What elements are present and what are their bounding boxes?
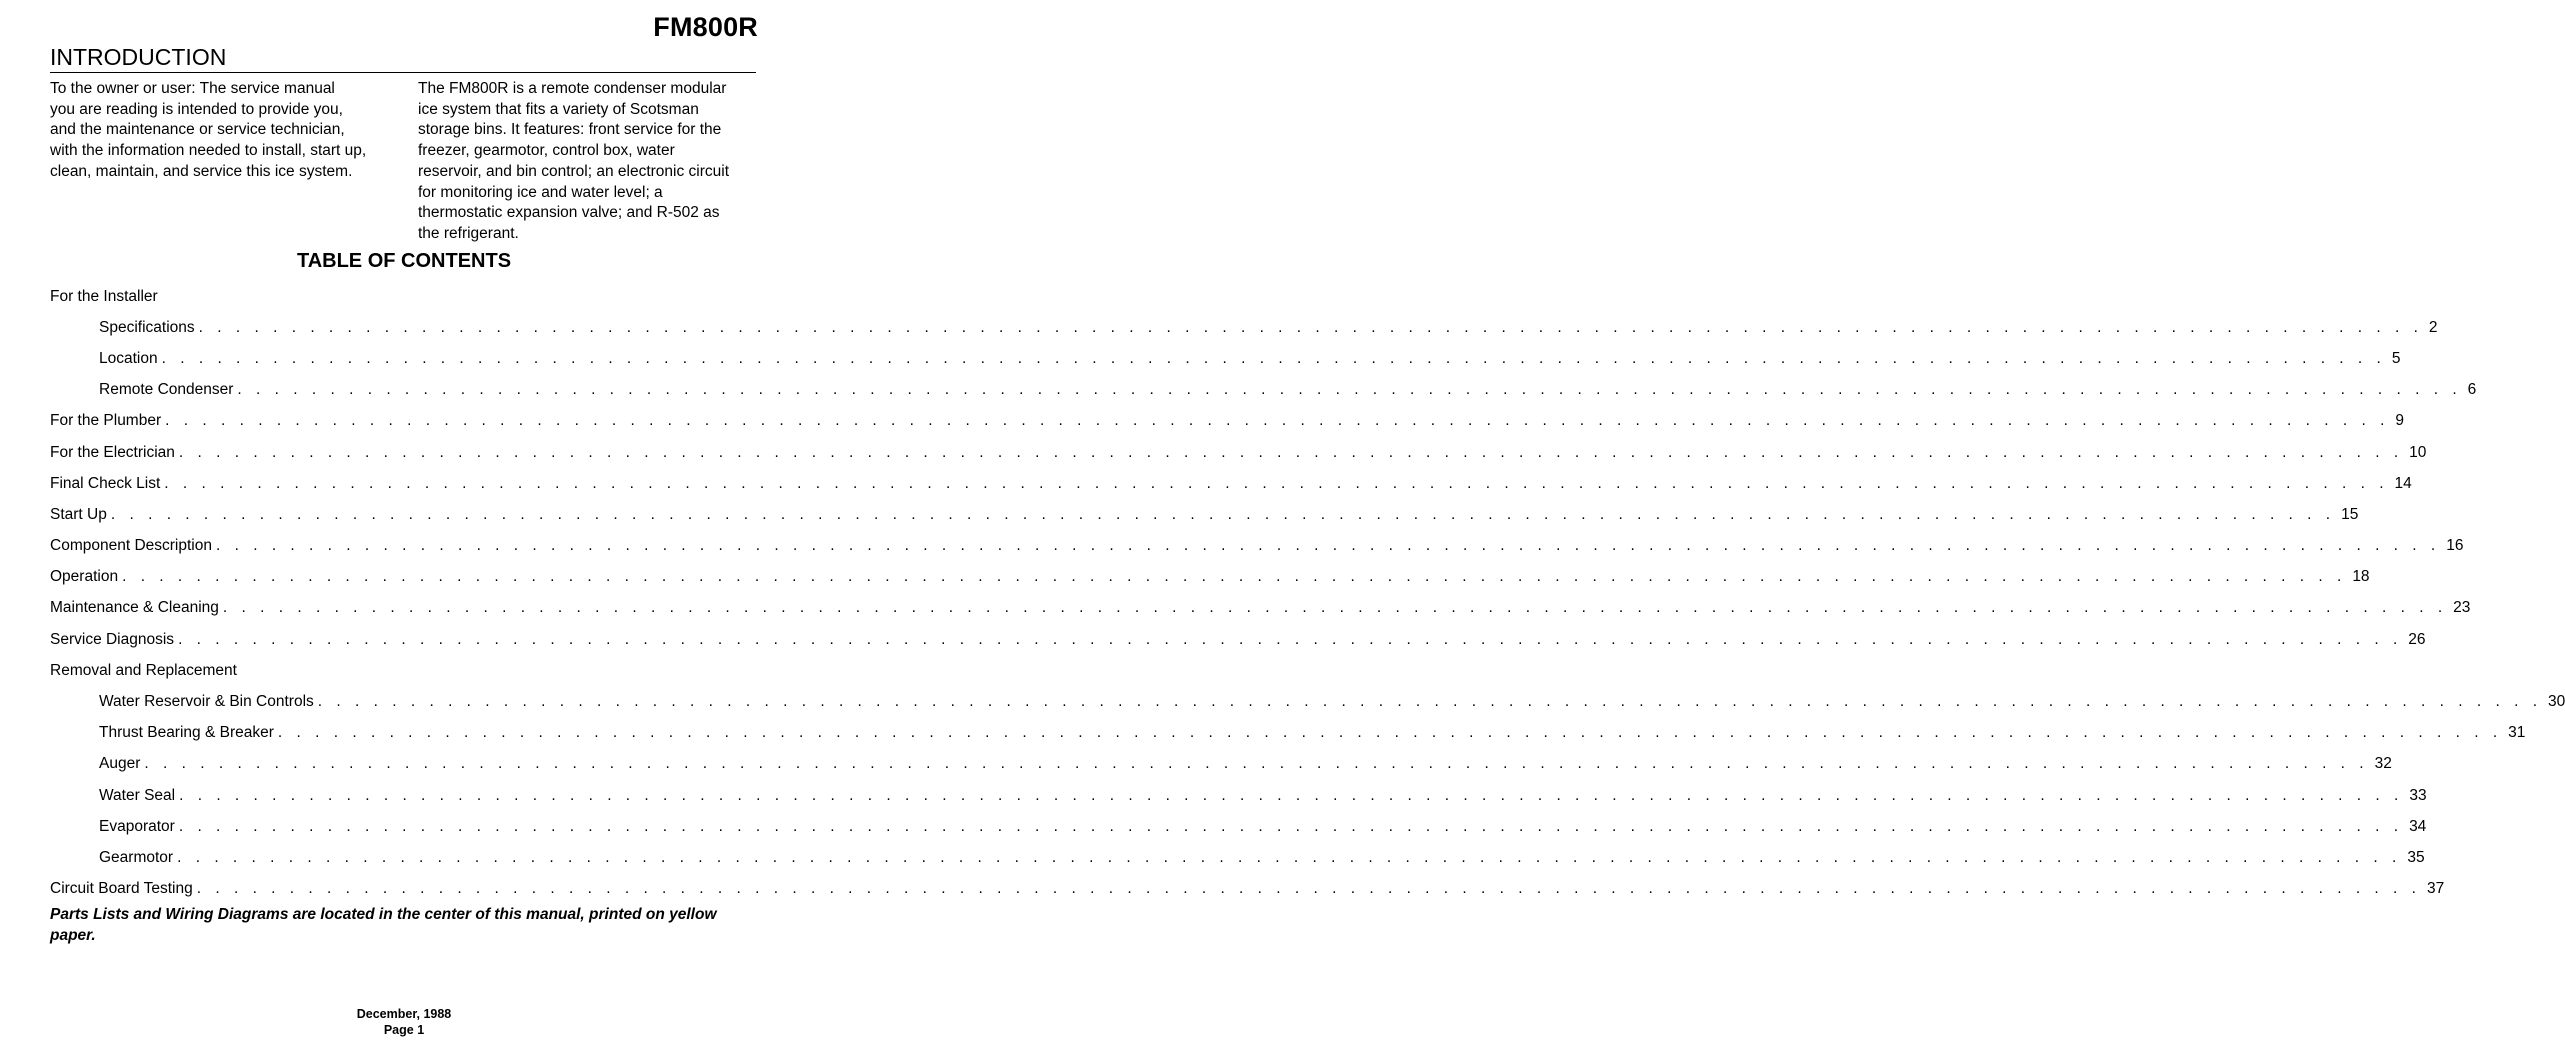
toc-entry-page: 32: [2374, 755, 2392, 773]
toc-entry-label: Maintenance & Cleaning: [50, 599, 219, 617]
intro-left-line: To the owner or user: The service manual: [50, 80, 335, 97]
toc-entry-page: 33: [2409, 786, 2427, 804]
toc-entry-page: 34: [2409, 817, 2427, 835]
intro-right-line: the refrigerant.: [418, 224, 519, 242]
intro-left-line: with the information needed to install, start up,: [50, 142, 367, 160]
intro-left-line: clean, maintain, and service this ice system.: [50, 162, 353, 180]
toc-entry: [50, 281, 753, 312]
toc-entry-label: Gearmotor: [99, 848, 174, 866]
toc-dot-leader: . . . . . . . . . . . . . . . . . . . . . . . . . . . . . . . . . . . . . . . . . . . . . . . . . . . . . . . . . . . . . . . . . . . . . . . . . . . . . . . . . . . . . . . . . . . . . . . . . . . . . . . . . . . . . . . . . . . . . . . .: [198, 318, 2423, 336]
intro-right-line: freezer, gearmotor, control box, water: [418, 142, 675, 160]
page-footer: [0, 1006, 808, 1038]
toc-entry-page: 16: [2446, 537, 2464, 555]
toc-dot-leader: . . . . . . . . . . . . . . . . . . . . . . . . . . . . . . . . . . . . . . . . . . . . . . . . . . . . . . . . . . . . . . . . . . . . . . . . . . . . . . . . . . . . . . . . . . . . . . . . . . . . . . . . . . . . . . . . . . . . . . . .: [277, 724, 2503, 742]
toc-entry-label: Removal and Replacement: [50, 661, 237, 679]
toc-entry: [50, 343, 2401, 374]
toc-entry-page: 2: [2428, 318, 2438, 336]
intro-right-line: thermostatic expansion valve; and R-502 as: [418, 204, 720, 222]
toc-entry: [50, 624, 2426, 655]
toc-dot-leader: . . . . . . . . . . . . . . . . . . . . . . . . . . . . . . . . . . . . . . . . . . . . . . . . . . . . . . . . . . . . . . . . . . . . . . . . . . . . . . . . . . . . . . . . . . . . . . . . . . . . . . . . . . . . . . . . . . . . . . . .: [178, 443, 2404, 461]
toc-entry: [50, 312, 2438, 343]
toc-dot-leader: . . . . . . . . . . . . . . . . . . . . . . . . . . . . . . . . . . . . . . . . . . . . . . . . . . . . . . . . . . . . . . . . . . . . . . . . . . . . . . . . . . . . . . . . . . . . . . . . . . . . . . . . . . . . . . . . . . . . . . . .: [165, 412, 2390, 430]
footer-date: December, 1988: [356, 1007, 452, 1021]
table-of-contents: [50, 281, 2565, 905]
toc-entry: [50, 811, 2427, 842]
toc-entry-label: Location: [99, 349, 158, 367]
toc-entry: [50, 780, 2427, 811]
toc-dot-leader: . . . . . . . . . . . . . . . . . . . . . . . . . . . . . . . . . . . . . . . . . . . . . . . . . . . . . . . . . . . . . . . . . . . . . . . . . . . . . . . . . . . . . . . . . . . . . . . . . . . . . . . . . . . . . . . . . . . . . . . .: [177, 848, 2402, 866]
toc-entry: [50, 531, 2464, 562]
toc-entry-page: 30: [2548, 693, 2565, 711]
toc-entry-page: 18: [2352, 568, 2370, 586]
toc-entry: [50, 499, 2359, 530]
toc-entry-label: For the Electrician: [50, 443, 175, 461]
toc-entry-label: Start Up: [50, 505, 107, 523]
toc-entry-page: 15: [2341, 505, 2359, 523]
toc-entry-label: For the Installer: [50, 287, 158, 305]
toc-entry-label: Service Diagnosis: [50, 630, 175, 648]
toc-dot-leader: . . . . . . . . . . . . . . . . . . . . . . . . . . . . . . . . . . . . . . . . . . . . . . . . . . . . . . . . . . . . . . . . . . . . . . . . . . . . . . . . . . . . . . . . . . . . . . . . . . . . . . . . . . . . . . . . . . . . . . . .: [222, 599, 2448, 617]
toc-dot-leader: . . . . . . . . . . . . . . . . . . . . . . . . . . . . . . . . . . . . . . . . . . . . . . . . . . . . . . . . . . . . . . . . . . . . . . . . . . . . . . . . . . . . . . . . . . . . . . . . . . . . . . . . . . . . . . . . . . . . . . . .: [178, 817, 2404, 835]
toc-entry: [50, 406, 2404, 437]
toc-dot-leader: . . . . . . . . . . . . . . . . . . . . . . . . . . . . . . . . . . . . . . . . . . . . . . . . . . . . . . . . . . . . . . . . . . . . . . . . . . . . . . . . . . . . . . . . . . . . . . . . . . . . . . . . . . . . . . . . . . . . . . . .: [196, 880, 2421, 898]
toc-entry: [50, 593, 2471, 624]
toc-entry: [50, 655, 753, 686]
toc-dot-leader: . . . . . . . . . . . . . . . . . . . . . . . . . . . . . . . . . . . . . . . . . . . . . . . . . . . . . . . . . . . . . . . . . . . . . . . . . . . . . . . . . . . . . . . . . . . . . . . . . . . . . . . . . . . . . . . . . . . . . . . .: [237, 381, 2462, 399]
intro-right-line: for monitoring ice and water level; a: [418, 183, 663, 201]
intro-right-line: ice system that fits a variety of Scotsman: [418, 100, 699, 118]
toc-entry-page: 35: [2407, 848, 2425, 866]
toc-entry-label: Evaporator: [99, 817, 175, 835]
toc-entry-page: 5: [2391, 349, 2401, 367]
toc-dot-leader: . . . . . . . . . . . . . . . . . . . . . . . . . . . . . . . . . . . . . . . . . . . . . . . . . . . . . . . . . . . . . . . . . . . . . . . . . . . . . . . . . . . . . . . . . . . . . . . . . . . . . . . . . . . . . . . . . . . . . . . .: [110, 505, 2336, 523]
toc-entry: [50, 842, 2425, 873]
toc-entry-label: Remote Condenser: [99, 381, 234, 399]
toc-entry: [50, 749, 2392, 780]
toc-dot-leader: . . . . . . . . . . . . . . . . . . . . . . . . . . . . . . . . . . . . . . . . . . . . . . . . . . . . . . . . . . . . . . . . . . . . . . . . . . . . . . . . . . . . . . . . . . . . . . . . . . . . . . . . . . . . . . . . . . . . . . . .: [164, 474, 2389, 492]
intro-right-column: [418, 79, 763, 245]
toc-entry: [50, 686, 2565, 717]
intro-left-line: and the maintenance or service technician,: [50, 121, 345, 139]
toc-entry-label: Component Description: [50, 537, 212, 555]
intro-right-line: The FM800R is a remote condenser modular: [418, 80, 727, 97]
toc-entry-label: Circuit Board Testing: [50, 880, 193, 898]
model-title: FM800R: [653, 12, 758, 42]
toc-dot-leader: . . . . . . . . . . . . . . . . . . . . . . . . . . . . . . . . . . . . . . . . . . . . . . . . . . . . . . . . . . . . . . . . . . . . . . . . . . . . . . . . . . . . . . . . . . . . . . . . . . . . . . . . . . . . . . . . . . . . . . . .: [161, 349, 2386, 367]
intro-right-line: reservoir, and bin control; an electronic circuit: [418, 162, 730, 180]
toc-entry-page: 10: [2409, 443, 2427, 461]
intro-left-line: you are reading is intended to provide you,: [50, 100, 343, 118]
page-number: Page 1: [383, 1023, 425, 1037]
toc-entry: [50, 375, 2477, 406]
toc-dot-leader: . . . . . . . . . . . . . . . . . . . . . . . . . . . . . . . . . . . . . . . . . . . . . . . . . . . . . . . . . . . . . . . . . . . . . . . . . . . . . . . . . . . . . . . . . . . . . . . . . . . . . . . . . . . . . . . . . . . . . . . .: [178, 630, 2403, 648]
toc-dot-leader: . . . . . . . . . . . . . . . . . . . . . . . . . . . . . . . . . . . . . . . . . . . . . . . . . . . . . . . . . . . . . . . . . . . . . . . . . . . . . . . . . . . . . . . . . . . . . . . . . . . . . . . . . . . . . . . . . . . . . . . .: [122, 568, 2347, 586]
toc-entry: [50, 437, 2427, 468]
toc-entry-page: 26: [2408, 630, 2426, 648]
toc-entry-label: For the Plumber: [50, 412, 162, 430]
toc-entry-page: 9: [2395, 412, 2404, 430]
toc-entry-label: Water Seal: [99, 786, 176, 804]
toc-entry-label: Auger: [99, 755, 141, 773]
toc-entry: [50, 468, 2412, 499]
toc-dot-leader: . . . . . . . . . . . . . . . . . . . . . . . . . . . . . . . . . . . . . . . . . . . . . . . . . . . . . . . . . . . . . . . . . . . . . . . . . . . . . . . . . . . . . . . . . . . . . . . . . . . . . . . . . . . . . . . . . . . . . . . .: [317, 693, 2543, 711]
toc-entry: [50, 718, 2526, 749]
toc-entry-label: Thrust Bearing & Breaker: [99, 724, 274, 742]
toc-entry: [50, 874, 2445, 905]
toc-entry: [50, 562, 2370, 593]
toc-dot-leader: . . . . . . . . . . . . . . . . . . . . . . . . . . . . . . . . . . . . . . . . . . . . . . . . . . . . . . . . . . . . . . . . . . . . . . . . . . . . . . . . . . . . . . . . . . . . . . . . . . . . . . . . . . . . . . . . . . . . . . . .: [144, 755, 2369, 773]
toc-entry-page: 6: [2467, 381, 2477, 399]
toc-title: TABLE OF CONTENTS: [296, 250, 512, 272]
toc-dot-leader: . . . . . . . . . . . . . . . . . . . . . . . . . . . . . . . . . . . . . . . . . . . . . . . . . . . . . . . . . . . . . . . . . . . . . . . . . . . . . . . . . . . . . . . . . . . . . . . . . . . . . . . . . . . . . . . . . . . . . . . .: [179, 786, 2404, 804]
toc-entry-label: Final Check List: [50, 474, 161, 492]
toc-entry-label: Specifications: [99, 318, 195, 336]
toc-dot-leader: . . . . . . . . . . . . . . . . . . . . . . . . . . . . . . . . . . . . . . . . . . . . . . . . . . . . . . . . . . . . . . . . . . . . . . . . . . . . . . . . . . . . . . . . . . . . . . . . . . . . . . . . . . . . . . . . . . . . . . . .: [215, 537, 2441, 555]
parts-note: Parts Lists and Wiring Diagrams are located in the center of this manual, printed on yellow paper.: [50, 906, 717, 944]
toc-entry-label: Water Reservoir & Bin Controls: [99, 693, 314, 711]
toc-entry-page: 14: [2394, 474, 2412, 492]
intro-left-column: [50, 79, 385, 183]
section-heading: INTRODUCTION: [50, 44, 227, 70]
heading-rule: [50, 72, 756, 73]
toc-entry-page: 37: [2426, 880, 2445, 898]
intro-right-line: storage bins. It features: front service for the: [418, 121, 722, 139]
toc-entry-label: Operation: [50, 568, 119, 586]
toc-entry-page: 31: [2508, 724, 2526, 742]
toc-entry-page: 23: [2453, 599, 2471, 617]
